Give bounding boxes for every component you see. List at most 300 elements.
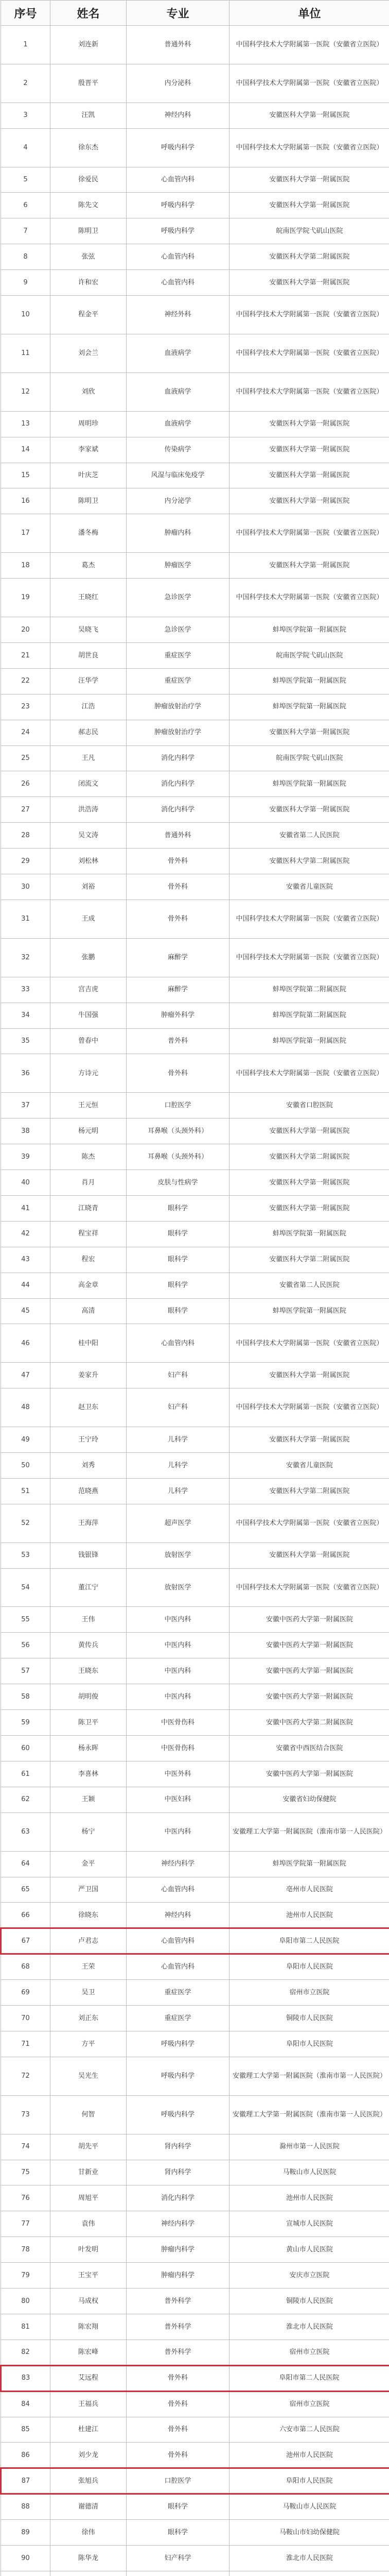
table-row [1, 1633, 389, 1658]
cell-specialty: 麻醉学 [127, 938, 229, 977]
cell-unit: 蚌埠医学院第一附属医院 [229, 694, 389, 720]
cell-unit: 安徽中医药大学第一附属医院 [229, 1658, 389, 1684]
cell-name: 徐东杰 [50, 128, 127, 167]
cell-name: 王海萍 [50, 1504, 127, 1543]
cell-name: 黄传兵 [50, 1633, 127, 1658]
cell-no: 24 [1, 720, 50, 745]
cell-unit: 安徽省儿童医院 [229, 874, 389, 900]
cell-name: 王晓红 [50, 579, 127, 617]
cell-unit: 安徽医科大学第一附属医院 [229, 167, 389, 193]
cell-specialty: 放射医学 [127, 1543, 229, 1568]
header-unit: 单位 [229, 1, 389, 26]
cell-unit: 蚌埠医学院第二附属医院 [229, 977, 389, 1003]
cell-name: 董江宁 [50, 1568, 127, 1607]
cell-no: 28 [1, 823, 50, 849]
table-row [1, 167, 389, 193]
cell-unit: 安徽医科大学第一附属医院 [229, 437, 389, 463]
cell-name: 徐晓东 [50, 1903, 127, 1928]
cell-name: 江浩 [50, 694, 127, 720]
cell-unit: 中国科学技术大学附属第一医院（安徽省立医院） [229, 64, 389, 103]
table-row [1, 270, 389, 296]
table-row [1, 1710, 389, 1736]
cell-unit: 安徽理工大学第一附属医院（淮南市第一人民医院） [229, 1812, 389, 1851]
cell-specialty: 普外科 [127, 1028, 229, 1054]
table-row [1, 1324, 389, 1363]
table-row [1, 1851, 389, 1877]
cell-name: 牛国强 [50, 1003, 127, 1028]
cell-unit: 安徽医科大学第一附属医院 [229, 720, 389, 745]
cell-no: 59 [1, 1710, 50, 1736]
cell-unit: 安徽医科大学第二附属医院 [229, 1478, 389, 1504]
cell-name: 曾春中 [50, 1028, 127, 1054]
cell-name: 谢德清 [50, 2494, 127, 2520]
cell-specialty: 骨外科 [127, 849, 229, 874]
table-row [1, 2571, 389, 2576]
cell-unit: 安徽医科大学第一附属医院 [229, 103, 389, 128]
cell-no: 43 [1, 1247, 50, 1273]
cell-no: 83 [1, 2365, 50, 2391]
cell-name: 洪浩涛 [50, 797, 127, 823]
cell-specialty: 普外科学 [127, 2314, 229, 2340]
cell-specialty: 眼科学 [127, 1195, 229, 1221]
cell-no: 15 [1, 463, 50, 488]
cell-name: 陈杰 [50, 1144, 127, 1170]
cell-no: 82 [1, 2340, 50, 2365]
cell-specialty: 内分泌学 [127, 488, 229, 514]
cell-no: 54 [1, 1568, 50, 1607]
cell-unit: 六安市第二人民医院 [229, 2417, 389, 2443]
table-row [1, 1388, 389, 1427]
table-row [1, 1093, 389, 1118]
cell-unit: 中国科学技术大学附属第一医院（安徽省立医院） [229, 579, 389, 617]
cell-no: 16 [1, 488, 50, 514]
cell-no: 60 [1, 1736, 50, 1761]
cell-no: 41 [1, 1195, 50, 1221]
cell-name: 方平 [50, 2031, 127, 2057]
cell-name: 程宝祥 [50, 1221, 127, 1247]
cell-no: 14 [1, 437, 50, 463]
cell-unit: 马鞍山市人民医院 [229, 2494, 389, 2520]
cell-specialty: 心血管内科 [127, 167, 229, 193]
cell-unit: 安徽医科大学第一附属医院 [229, 1543, 389, 1568]
cell-specialty: 普通外科 [127, 823, 229, 849]
cell-unit: 马鞍山市人民医院 [229, 2160, 389, 2185]
cell-specialty: 普外科学 [127, 2289, 229, 2314]
cell-unit: 皖南医学院弋矶山医院 [229, 642, 389, 668]
cell-specialty: 妇产科 [127, 1388, 229, 1427]
cell-unit: 安徽中医药大学第一附属医院 [229, 1607, 389, 1633]
cell-name: 王凡 [50, 745, 127, 771]
cell-unit: 马鞍山市妇幼保健院 [229, 2520, 389, 2546]
cell-name: 刘正东 [50, 2006, 127, 2031]
cell-name: 许和宏 [50, 270, 127, 296]
cell-unit: 宿州市立医院 [229, 1980, 389, 2006]
cell-no: 67 [1, 1928, 50, 1954]
table-row [1, 2185, 389, 2211]
cell-no: 75 [1, 2160, 50, 2185]
cell-name: 王伟 [50, 1607, 127, 1633]
header-no: 序号 [1, 1, 50, 26]
cell-unit: 中国科学技术大学附属第一医院（安徽省立医院） [229, 1324, 389, 1363]
cell-no: 17 [1, 514, 50, 553]
table-row [1, 1684, 389, 1710]
cell-name: 袁伟 [50, 2211, 127, 2237]
cell-specialty: 眼科学 [127, 1298, 229, 1324]
cell-unit: 安徽医科大学第一附属医院 [229, 270, 389, 296]
cell-name: 桂中阳 [50, 1324, 127, 1363]
cell-no: 20 [1, 617, 50, 642]
cell-specialty: 骨外科 [127, 874, 229, 900]
cell-unit: 中国科学技术大学附属第一医院（安徽省立医院） [229, 296, 389, 334]
table-row [1, 1054, 389, 1093]
table-row [1, 488, 389, 514]
cell-specialty: 肾内科学 [127, 2160, 229, 2185]
table-row [1, 2237, 389, 2263]
table-row [1, 849, 389, 874]
cell-no: 29 [1, 849, 50, 874]
cell-name: 吴光生 [50, 2057, 127, 2095]
cell-specialty: 妇产科学 [127, 2546, 229, 2571]
table-row [1, 1658, 389, 1684]
cell-specialty: 普通外科 [127, 26, 229, 64]
cell-unit: 蚌埠医学院第一附属医院 [229, 771, 389, 797]
cell-unit: 安徽省妇幼保健院 [229, 1787, 389, 1812]
cell-no: 5 [1, 167, 50, 193]
table-row [1, 1118, 389, 1144]
cell-specialty: 风湿与临床免疫学 [127, 463, 229, 488]
table-row [1, 1954, 389, 1980]
table-row [1, 2031, 389, 2057]
cell-name: 陈先文 [50, 193, 127, 218]
cell-name: 陈卫平 [50, 1710, 127, 1736]
cell-specialty: 血液病学 [127, 411, 229, 437]
cell-no: 61 [1, 1761, 50, 1787]
table-row [1, 1221, 389, 1247]
cell-name: 方诗元 [50, 1054, 127, 1093]
cell-name: 王福兵 [50, 2391, 127, 2417]
cell-specialty: 儿科学 [127, 1478, 229, 1504]
cell-specialty: 肿瘤内科 [127, 514, 229, 553]
table-row [1, 2468, 389, 2494]
cell-no: 4 [1, 128, 50, 167]
cell-unit: 安徽医科大学第一附属医院 [229, 1118, 389, 1144]
cell-unit: 宿州市立医院 [229, 2340, 389, 2365]
cell-unit: 池州市人民医院 [229, 2443, 389, 2468]
cell-name: 卢君志 [50, 1928, 127, 1954]
cell-name: 徐爱民 [50, 167, 127, 193]
table-row [1, 1903, 389, 1928]
table-row [1, 797, 389, 823]
cell-name: 郝志民 [50, 720, 127, 745]
cell-specialty: 中医内科 [127, 1633, 229, 1658]
table-row [1, 977, 389, 1003]
cell-specialty: 肿瘤医学 [127, 553, 229, 579]
cell-specialty: 中医内科 [127, 1684, 229, 1710]
cell-unit: 安徽省儿童医院 [229, 1453, 389, 1479]
cell-name: 吴卫 [50, 1980, 127, 2006]
cell-unit: 安徽理工大学第一附属医院（淮南市第一人民医院） [229, 2057, 389, 2095]
cell-no: 74 [1, 2134, 50, 2160]
cell-specialty: 呼吸内科学 [127, 2095, 229, 2134]
table-row [1, 720, 389, 745]
cell-specialty: 皮肤与性病学 [127, 1170, 229, 1196]
cell-specialty: 肿瘤外科学 [127, 1003, 229, 1028]
cell-specialty: 心血管内科 [127, 244, 229, 270]
cell-unit: 阜阳市人民医院 [229, 2031, 389, 2057]
table-row [1, 128, 389, 167]
cell-no: 50 [1, 1453, 50, 1479]
cell-name: 刘连新 [50, 26, 127, 64]
cell-specialty: 呼吸内科学 [127, 2057, 229, 2095]
cell-unit: 蚌埠医学院第一附属医院 [229, 1851, 389, 1877]
cell-no: 32 [1, 938, 50, 977]
table-row [1, 823, 389, 849]
cell-specialty: 中医骨伤科 [127, 1736, 229, 1761]
cell-specialty: 骨外科 [127, 2417, 229, 2443]
cell-unit: 中国科学技术大学附属第一医院（安徽省立医院） [229, 1568, 389, 1607]
table-row [1, 745, 389, 771]
table-row [1, 1607, 389, 1633]
cell-no: 66 [1, 1903, 50, 1928]
cell-specialty: 眼科学 [127, 1273, 229, 1298]
table-row [1, 2263, 389, 2289]
cell-specialty [127, 2571, 229, 2576]
cell-no: 44 [1, 1273, 50, 1298]
table-row [1, 2314, 389, 2340]
cell-name: 王成 [50, 900, 127, 938]
cell-no: 19 [1, 579, 50, 617]
table-row [1, 579, 389, 617]
cell-specialty: 耳鼻喉（头颈外科） [127, 1144, 229, 1170]
cell-specialty: 心血管内科 [127, 1928, 229, 1954]
cell-specialty: 妇产科 [127, 1363, 229, 1388]
cell-unit: 宿州市立医院 [229, 2391, 389, 2417]
cell-unit: 安徽医科大学第一附属医院 [229, 193, 389, 218]
cell-no: 7 [1, 218, 50, 244]
cell-no: 45 [1, 1298, 50, 1324]
table-row [1, 2546, 389, 2571]
table-row [1, 1170, 389, 1196]
cell-unit: 蚌埠医学院第一附属医院 [229, 1028, 389, 1054]
table-row [1, 1003, 389, 1028]
cell-name: 姜家升 [50, 1363, 127, 1388]
cell-unit: 安徽省第二人民医院 [229, 1273, 389, 1298]
cell-specialty: 呼吸内科学 [127, 128, 229, 167]
table-row [1, 2006, 389, 2031]
table-row [1, 1812, 389, 1851]
cell-specialty: 传染病学 [127, 437, 229, 463]
table-row [1, 2160, 389, 2185]
cell-unit: 安徽医科大学第二附属医院 [229, 1144, 389, 1170]
cell-specialty: 消化内科学 [127, 2185, 229, 2211]
cell-name: 胡先平 [50, 2134, 127, 2160]
table-row [1, 64, 389, 103]
cell-unit: 安徽医科大学第一附属医院 [229, 553, 389, 579]
cell-no: 31 [1, 900, 50, 938]
cell-unit: 中国科学技术大学附属第一医院（安徽省立医院） [229, 1388, 389, 1427]
cell-specialty: 呼吸内科学 [127, 218, 229, 244]
cell-unit: 安徽医科大学第二附属医院 [229, 1247, 389, 1273]
cell-no: 37 [1, 1093, 50, 1118]
cell-unit: 安徽中医药大学第一附属医院 [229, 1684, 389, 1710]
cell-specialty: 耳鼻喉（头颈外科） [127, 1118, 229, 1144]
cell-unit: 池州市人民医院 [229, 2185, 389, 2211]
cell-unit: 中国科学技术大学附属第一医院（安徽省立医院） [229, 938, 389, 977]
cell-name: 甘新业 [50, 2160, 127, 2185]
cell-name: 王颖 [50, 1787, 127, 1812]
table-row [1, 244, 389, 270]
table-row [1, 1144, 389, 1170]
cell-no: 26 [1, 771, 50, 797]
cell-specialty: 重症医学 [127, 2006, 229, 2031]
cell-no: 48 [1, 1388, 50, 1427]
cell-unit: 安徽医科大学第一附属医院 [229, 488, 389, 514]
cell-no: 8 [1, 244, 50, 270]
cell-unit: 安徽中医药大学第二附属医院 [229, 1710, 389, 1736]
cell-specialty: 血液病学 [127, 334, 229, 372]
table-row [1, 2134, 389, 2160]
table-row [1, 694, 389, 720]
cell-no: 40 [1, 1170, 50, 1196]
cell-name: 张旭兵 [50, 2468, 127, 2494]
cell-no: 35 [1, 1028, 50, 1054]
cell-specialty: 呼吸内科学 [127, 193, 229, 218]
cell-specialty: 放射医学 [127, 1568, 229, 1607]
cell-name: 胡世良 [50, 642, 127, 668]
cell-no: 76 [1, 2185, 50, 2211]
table-row [1, 26, 389, 64]
cell-unit: 安徽医科大学第二附属医院 [229, 849, 389, 874]
table-row [1, 2443, 389, 2468]
cell-specialty: 肾内科学 [127, 2134, 229, 2160]
cell-name: 陈宏翔 [50, 2314, 127, 2340]
cell-specialty: 骨外科 [127, 2365, 229, 2391]
cell-unit: 亳州市人民医院 [229, 1877, 389, 1903]
cell-no: 3 [1, 103, 50, 128]
cell-specialty: 心血管内科 [127, 1954, 229, 1980]
cell-specialty: 中医内科 [127, 1658, 229, 1684]
cell-name: 程宏 [50, 1247, 127, 1273]
cell-unit: 蚌埠医学院第一附属医院 [229, 668, 389, 694]
cell-no: 71 [1, 2031, 50, 2057]
cell-no: 63 [1, 1812, 50, 1851]
cell-unit: 蚌埠医学院第一附属医院 [229, 1221, 389, 1247]
cell-unit: 中国科学技术大学附属第一医院（安徽省立医院） [229, 128, 389, 167]
cell-specialty: 内分泌科 [127, 64, 229, 103]
cell-specialty: 重症医学 [127, 1980, 229, 2006]
cell-unit: 安徽省口腔医院 [229, 1093, 389, 1118]
cell-specialty: 神经内科 [127, 1903, 229, 1928]
cell-no: 36 [1, 1054, 50, 1093]
cell-name: 李家斌 [50, 437, 127, 463]
cell-specialty: 心血管内科 [127, 1877, 229, 1903]
cell-unit: 安徽医科大学第一附属医院 [229, 411, 389, 437]
cell-no: 21 [1, 642, 50, 668]
cell-no: 77 [1, 2211, 50, 2237]
cell-name: 叶庆芝 [50, 463, 127, 488]
cell-specialty: 急诊医学 [127, 579, 229, 617]
cell-name: 刘秀 [50, 1453, 127, 1479]
cell-specialty: 神经内科学 [127, 2211, 229, 2237]
table-row [1, 218, 389, 244]
cell-name: 殷晋平 [50, 64, 127, 103]
cell-specialty: 消化内科学 [127, 745, 229, 771]
cell-specialty: 肿瘤内科学 [127, 2237, 229, 2263]
table-row [1, 514, 389, 553]
cell-unit: 安徽中医药大学第一附属医院 [229, 1633, 389, 1658]
cell-no: 85 [1, 2417, 50, 2443]
table-row [1, 874, 389, 900]
cell-name: 杨元明 [50, 1118, 127, 1144]
table-row [1, 1478, 389, 1504]
table-row [1, 1504, 389, 1543]
cell-name: 陈宏峰 [50, 2340, 127, 2365]
cell-name: 叶发明 [50, 2237, 127, 2263]
table-row [1, 1273, 389, 1298]
cell-specialty: 血液病学 [127, 372, 229, 411]
cell-name: 刘欣 [50, 372, 127, 411]
cell-unit: 中国科学技术大学附属第一医院（安徽省立医院） [229, 1504, 389, 1543]
table-row [1, 103, 389, 128]
table-row [1, 296, 389, 334]
cell-specialty: 重症医学 [127, 642, 229, 668]
cell-unit: 安徽中医药大学第一附属医院 [229, 1761, 389, 1787]
header-name: 姓名 [50, 1, 127, 26]
cell-specialty: 骨外科 [127, 2391, 229, 2417]
cell-name: 钱银锋 [50, 1543, 127, 1568]
cell-no: 25 [1, 745, 50, 771]
table-header-row [1, 1, 389, 26]
cell-unit: 池州市人民医院 [229, 1903, 389, 1928]
cell-no: 72 [1, 2057, 50, 2095]
cell-no: 49 [1, 1427, 50, 1453]
cell-unit: 阜阳市第二人民医院 [229, 1928, 389, 1954]
cell-unit: 铜陵市人民医院 [229, 2006, 389, 2031]
table-row [1, 1247, 389, 1273]
cell-unit: 安徽省第二人民医院 [229, 823, 389, 849]
cell-specialty: 麻醉学 [127, 977, 229, 1003]
cell-specialty: 眼科学 [127, 2520, 229, 2546]
cell-name: 张鹏 [50, 938, 127, 977]
cell-specialty: 儿科学 [127, 1453, 229, 1479]
cell-no: 70 [1, 2006, 50, 2031]
table-row [1, 617, 389, 642]
cell-name: 高清 [50, 1298, 127, 1324]
table-row [1, 1928, 389, 1954]
cell-name: 马成权 [50, 2289, 127, 2314]
cell-no: 89 [1, 2520, 50, 2546]
cell-unit: 皖南医学院弋矶山医院 [229, 218, 389, 244]
cell-unit: 安徽理工大学第一附属医院（淮南市第一人民医院） [229, 2095, 389, 2134]
cell-name: 王荣 [50, 1954, 127, 1980]
cell-no: 12 [1, 372, 50, 411]
table-row [1, 2520, 389, 2546]
cell-no: 34 [1, 1003, 50, 1028]
cell-specialty: 肿瘤内科学 [127, 2263, 229, 2289]
cell-specialty: 肿瘤放射治疗学 [127, 720, 229, 745]
table-row [1, 2340, 389, 2365]
cell-no: 1 [1, 26, 50, 64]
cell-unit: 中国科学技术大学附属第一医院（安徽省立医院） [229, 900, 389, 938]
cell-no: 62 [1, 1787, 50, 1812]
cell-name: 李喜林 [50, 1761, 127, 1787]
cell-unit: 阜阳市人民医院 [229, 2468, 389, 2494]
cell-unit: 安徽省中西医结合医院 [229, 1736, 389, 1761]
cell-specialty: 中医骨伤科 [127, 1710, 229, 1736]
table-row [1, 1568, 389, 1607]
cell-unit: 蚌埠医学院第一附属医院 [229, 617, 389, 642]
cell-no: 90 [1, 2546, 50, 2571]
